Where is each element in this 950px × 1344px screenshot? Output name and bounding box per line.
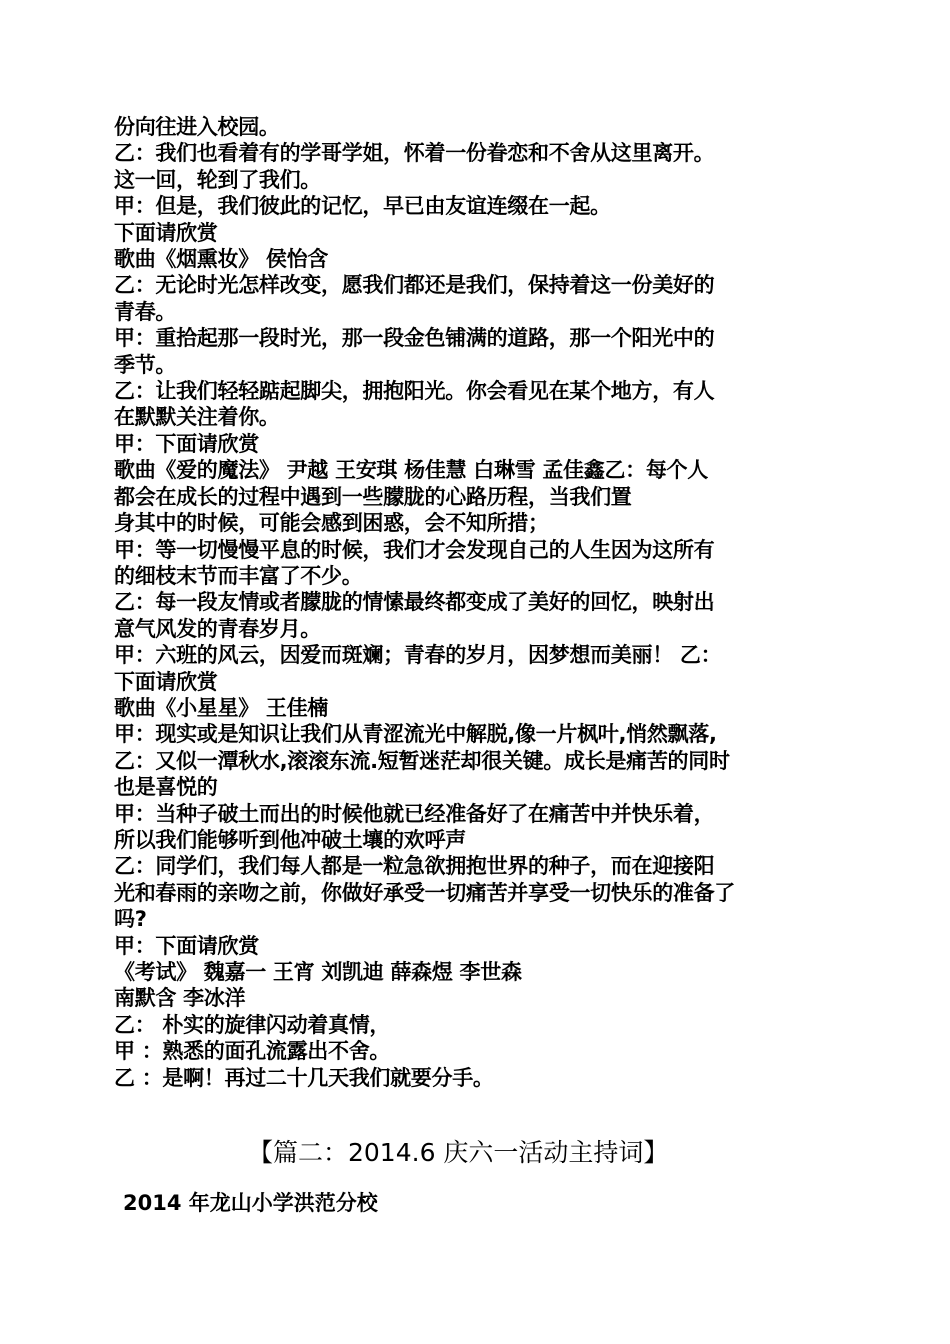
script-line: 歌曲《爱的魔法》 尹越 王安琪 杨佳慧 白琳雪 孟佳鑫乙：每个人 bbox=[114, 458, 708, 483]
script-line: 下面请欣赏 bbox=[114, 669, 218, 694]
script-line: 乙：让我们轻轻踮起脚尖，拥抱阳光。你会看见在某个地方，有人 bbox=[114, 379, 715, 404]
script-line: 甲：重拾起那一段时光，那一段金色铺满的道路，那一个阳光中的 bbox=[114, 326, 715, 351]
script-line: 在默默关注着你。 bbox=[114, 405, 280, 430]
script-line: 甲：现实或是知识让我们从青涩流光中解脱,像一片枫叶,悄然飘落, bbox=[114, 722, 717, 747]
script-line: 乙 ：是啊！再过二十几天我们就要分手。 bbox=[114, 1065, 494, 1090]
script-line: 季节。 bbox=[114, 352, 177, 377]
script-line: 南默含 李冰洋 bbox=[114, 986, 246, 1011]
script-line: 下面请欣赏 bbox=[114, 220, 218, 245]
script-line: 意气风发的青春岁月。 bbox=[114, 616, 321, 641]
script-line: 歌曲《烟熏妆》 侯怡含 bbox=[114, 247, 329, 272]
script-line: 份向往进入校园。 bbox=[114, 115, 280, 139]
script-line: 所以我们能够听到他冲破土壤的欢呼声 bbox=[114, 827, 466, 852]
section-title: 【篇二：2014.6 庆六一活动主持词】 bbox=[248, 1138, 669, 1167]
script-line: 都会在成长的过程中遇到一些朦胧的心路历程，当我们置 bbox=[114, 484, 632, 509]
script-line: 甲：等一切慢慢平息的时候，我们才会发现自己的人生因为这所有 bbox=[114, 537, 715, 562]
script-line: 甲：下面请欣赏 bbox=[114, 431, 259, 456]
script-line: 这一回，轮到了我们。 bbox=[114, 167, 321, 192]
script-line: 光和春雨的亲吻之前，你做好承受一切痛苦并享受一切快乐的准备了 bbox=[114, 880, 735, 905]
script-line: 甲：但是，我们彼此的记忆，早已由友谊连缀在一起。 bbox=[114, 194, 611, 219]
script-line: 《考试》 魏嘉一 王宵 刘凯迪 薛森煜 李世森 bbox=[114, 960, 522, 984]
script-line: 歌曲《小星星》 王佳楠 bbox=[114, 695, 329, 720]
script-line: 甲：当种子破土而出的时候他就已经准备好了在痛苦中并快乐着， bbox=[114, 801, 715, 826]
script-line: 乙：每一段友情或者朦胧的情愫最终都变成了美好的回忆，映射出 bbox=[114, 590, 715, 615]
script-line: 身其中的时候，可能会感到困惑，会不知所措； bbox=[114, 511, 549, 536]
script-line: 乙：同学们，我们每人都是一粒急欲拥抱世界的种子，而在迎接阳 bbox=[114, 854, 715, 879]
script-line: 也是喜悦的 bbox=[114, 775, 218, 800]
script-line: 甲 ：熟悉的面孔流露出不舍。 bbox=[114, 1039, 391, 1064]
script-line: 乙：无论时光怎样改变，愿我们都还是我们，保持着这一份美好的 bbox=[114, 273, 715, 298]
script-line: 青春。 bbox=[114, 299, 177, 324]
script-body bbox=[114, 114, 844, 1091]
school-line: 2014 年龙山小学洪范分校 bbox=[123, 1191, 378, 1215]
script-line: 乙：又似一潭秋水,滚滚东流.短暂迷茫却很关键。成长是痛苦的同时 bbox=[114, 748, 730, 773]
script-line: 甲：下面请欣赏 bbox=[114, 933, 259, 958]
script-line: 乙：我们也看着有的学哥学姐，怀着一份眷恋和不舍从这里离开。 bbox=[114, 141, 715, 166]
script-line: 的细枝末节而丰富了不少。 bbox=[114, 563, 363, 588]
script-line: 吗? bbox=[114, 907, 147, 932]
script-line: 甲：六班的风云，因爱而斑斓；青春的岁月，因梦想而美丽！ 乙： bbox=[114, 643, 722, 668]
script-line: 乙： 朴实的旋律闪动着真情， bbox=[114, 1012, 391, 1037]
